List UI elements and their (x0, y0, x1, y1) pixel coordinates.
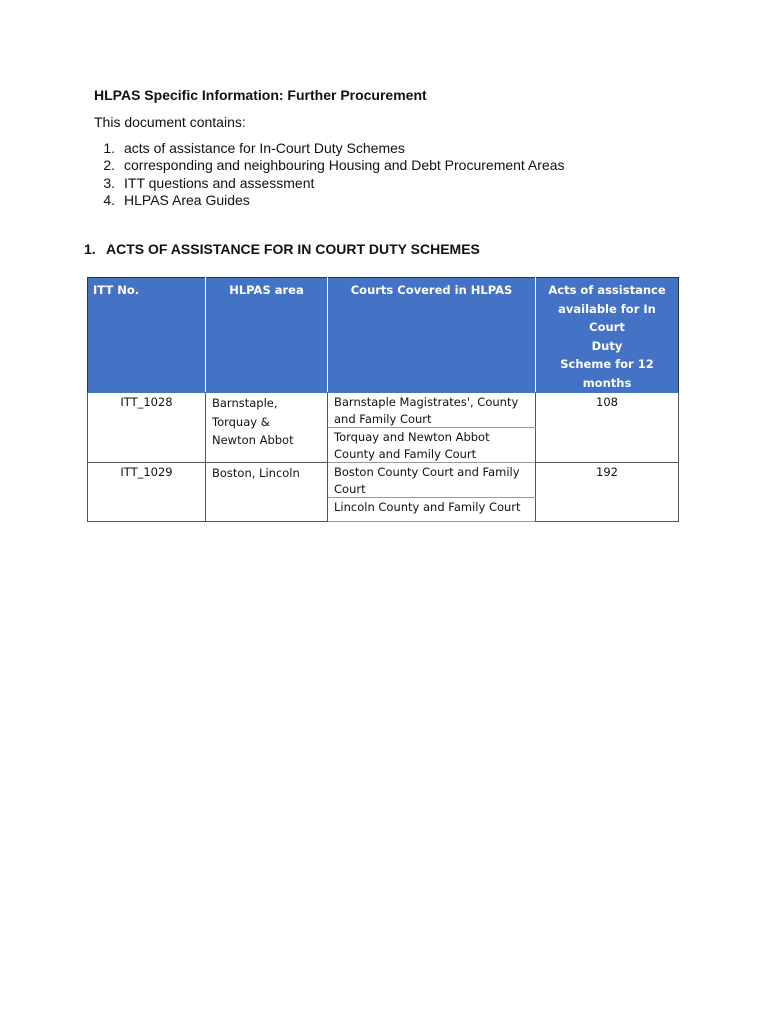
header-courts-covered: Courts Covered in HLPAS (328, 278, 536, 393)
acts-of-assistance-table (87, 277, 679, 522)
list-item (94, 157, 565, 174)
list-item (94, 175, 565, 192)
section-heading (84, 241, 480, 257)
cell-acts-of-assistance: 192 (536, 463, 679, 522)
area-line: Newton Abbot (212, 433, 294, 447)
list-item (94, 140, 565, 157)
area-line: Torquay & (212, 414, 270, 429)
list-item-text: acts of assistance for In-Court Duty Schemes (124, 140, 405, 156)
header-hlpas-area: HLPAS area (206, 278, 328, 393)
page-title: HLPAS Specific Information: Further Procurement (94, 87, 427, 103)
cell-court: Torquay and Newton Abbot County and Family Court (328, 428, 536, 463)
header-acts-line: Acts of assistance (548, 283, 666, 297)
header-acts-of-assistance (536, 278, 679, 393)
cell-itt-no: ITT_1029 (88, 463, 206, 522)
header-acts-line: Scheme for 12 months (560, 357, 654, 390)
cell-court: Lincoln County and Family Court (328, 498, 536, 522)
section-number: 1. (84, 241, 96, 257)
list-item-number: 4. (103, 191, 115, 208)
intro-text: This document contains: (94, 114, 246, 130)
table-row (88, 463, 679, 498)
table-row (88, 393, 679, 428)
list-item (94, 192, 565, 209)
section-title: ACTS OF ASSISTANCE FOR IN COURT DUTY SCHEMES (106, 241, 480, 257)
cell-hlpas-area (206, 393, 328, 463)
list-item-number: 1. (103, 140, 115, 156)
header-acts-line: Duty (591, 338, 623, 353)
cell-court: Barnstaple Magistrates', County and Family Court (328, 393, 536, 428)
list-item-number: 3. (103, 174, 115, 191)
list-item-number: 2. (103, 157, 115, 174)
cell-itt-no: ITT_1028 (88, 393, 206, 463)
cell-court: Boston County Court and Family Court (328, 463, 536, 498)
table-header-row (88, 278, 679, 393)
list-item-text: corresponding and neighbouring Housing and Debt Procurement Areas (124, 157, 565, 174)
header-itt-no: ITT No. (88, 278, 206, 393)
area-line: Barnstaple, (212, 396, 278, 410)
cell-hlpas-area: Boston, Lincoln (206, 463, 328, 522)
contents-list (94, 140, 565, 209)
list-item-text: HLPAS Area Guides (124, 191, 250, 208)
cell-acts-of-assistance: 108 (536, 393, 679, 463)
list-item-text: ITT questions and assessment (124, 174, 315, 191)
header-acts-line: available for In Court (558, 301, 656, 334)
